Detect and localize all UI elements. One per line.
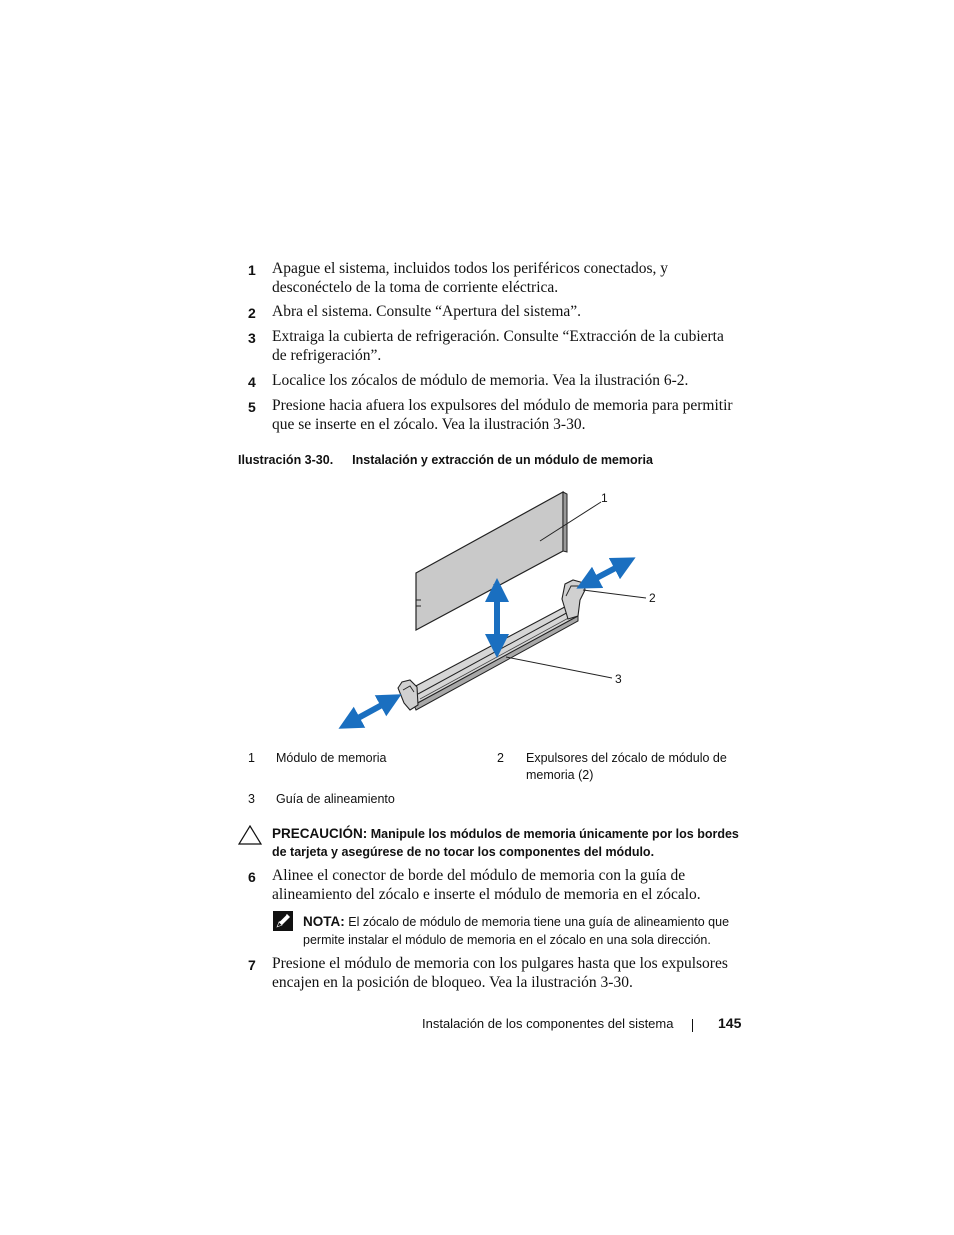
ejector-right-arrow [587,563,625,583]
step-text: Presione el módulo de memoria con los pulgares hasta que los expulsores encajen en la posición de bloqueo. Vea la ilustración 3-30. [272,955,728,991]
socket-ejector-left [398,680,418,710]
step-text: Presione hacia afuera los expulsores del módulo de memoria para permitir que se inserte en el zócalo. Vea la ilustración 3-30. [272,397,733,433]
step-text: Apague el sistema, incluidos todos los periféricos conectados, y desconéctelo de la toma de corriente eléctrica. [272,260,669,296]
callout-leader-3 [506,657,612,678]
figure-caption-title: Instalación y extracción de un módulo de memoria [352,453,653,467]
step-text: Extraiga la cubierta de refrigeración. Consulte “Extracción de la cubierta de refrigeración”. [272,328,724,364]
step-number: 3 [248,330,256,346]
legend-text-3: Guía de alineamiento [276,792,395,806]
warning-triangle-icon [238,825,262,845]
legend-text-1: Módulo de memoria [276,751,387,765]
step-text: Abra el sistema. Consulte “Apertura del sistema”. [272,303,582,320]
step-number: 7 [248,957,256,973]
step-text: Alinee el conector de borde del módulo de memoria con la guía de alineamiento del zócalo e inserte el módulo de memoria en el zócalo. [272,867,701,903]
step-number: 5 [248,399,256,415]
caution-text: Manipule los módulos de memoria únicamente por los bordes de tarjeta y asegúrese de no tocar los componentes del módulo. [272,827,739,859]
page-number: 145 [718,1015,742,1031]
step-number: 6 [248,869,256,885]
step-number: 2 [248,305,256,321]
caution-block [272,825,742,861]
legend-num-1: 1 [248,751,255,765]
callout-3: 3 [615,672,622,686]
note-label: NOTA: [303,914,345,929]
step-number: 1 [248,262,256,278]
footer-section-title: Instalación de los componentes del sistema [422,1016,674,1031]
legend-text-2: Expulsores del zócalo de módulo de memoria (2) [526,751,727,782]
callout-leader-2 [583,590,646,598]
note-text: El zócalo de módulo de memoria tiene una guía de alineamiento que permite instalar el módulo de memoria en el zócalo en una sola dirección. [303,915,730,947]
caution-label: PRECAUCIÓN: [272,826,368,841]
legend-num-2: 2 [497,751,504,765]
step-number: 4 [248,374,256,390]
note-block [303,913,743,949]
figure-caption-label: Ilustración 3-30. [238,453,334,467]
step-text: Localice los zócalos de módulo de memoria. Vea la ilustración 6-2. [272,372,689,389]
ejector-left-arrow [349,700,391,723]
callout-2: 2 [649,591,656,605]
callout-1: 1 [601,491,608,505]
legend-num-3: 3 [248,792,255,806]
memory-module [416,492,567,630]
footer-separator [692,1019,693,1032]
note-pencil-icon [272,910,294,932]
